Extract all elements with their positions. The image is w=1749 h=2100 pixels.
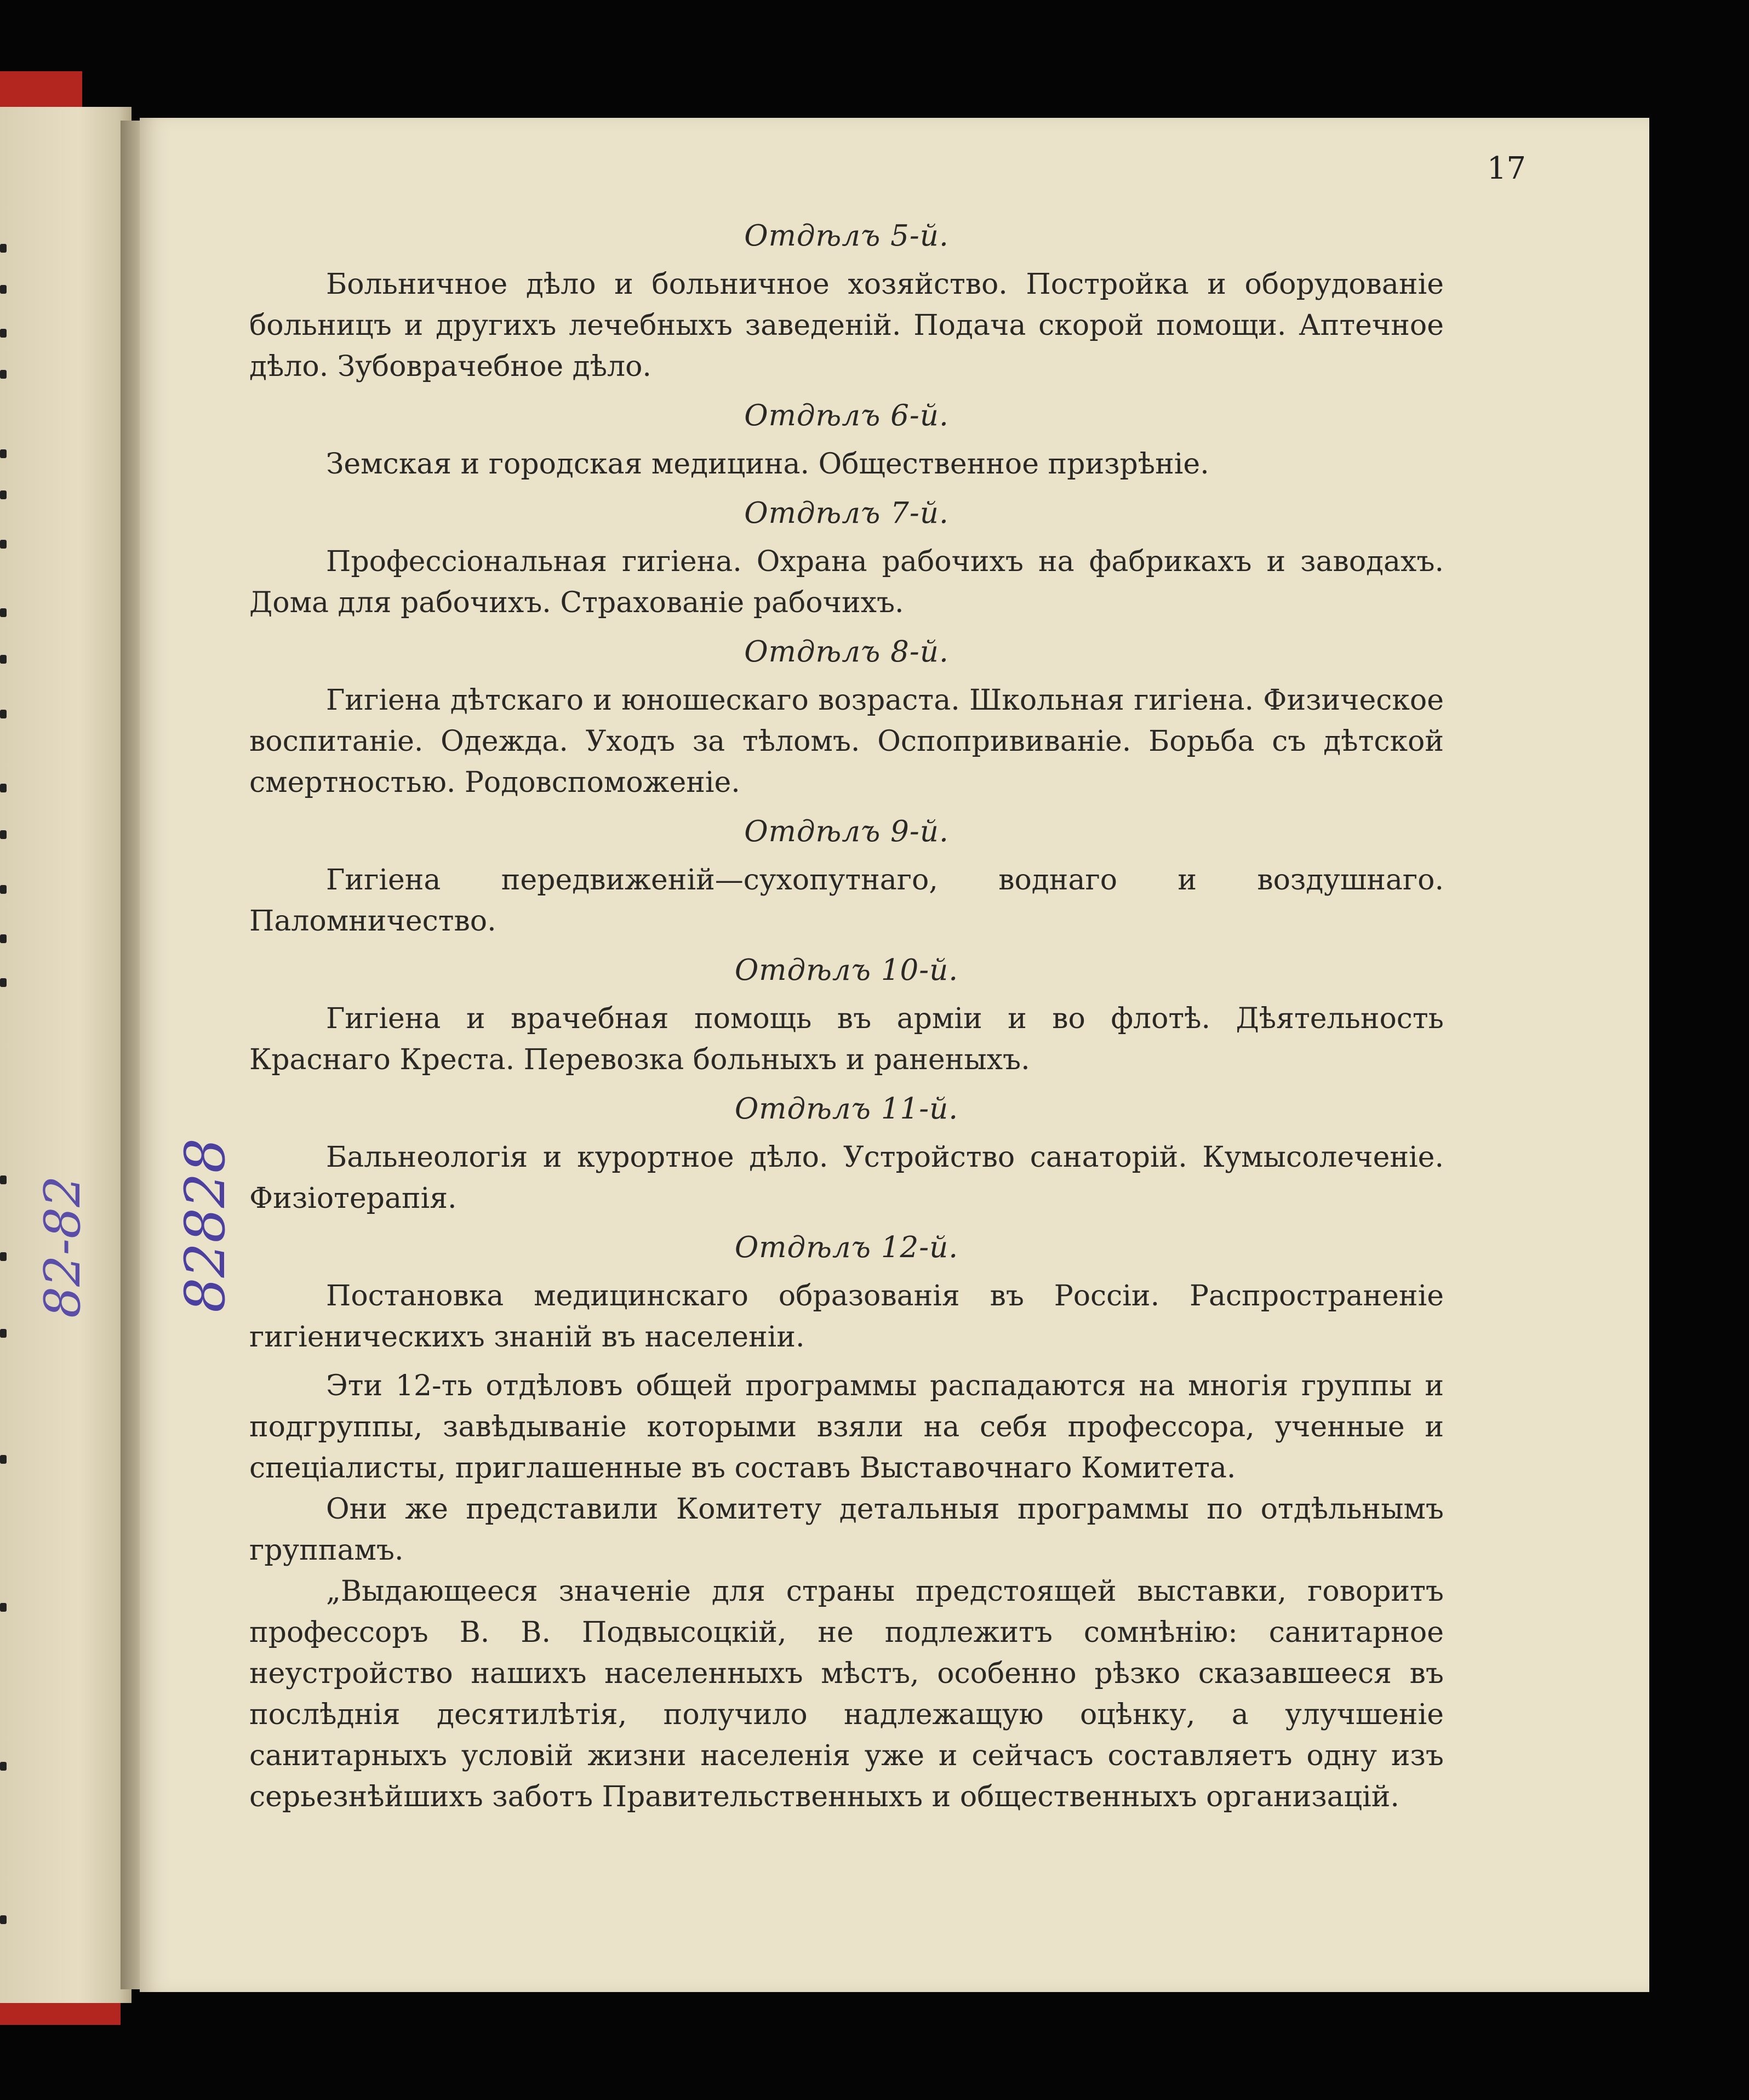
section-heading: Отдѣлъ 10-й.: [734, 954, 959, 987]
left-page-mark: [0, 934, 7, 943]
left-page-mark: [0, 1455, 7, 1464]
section-heading: Отдѣлъ 9-й.: [744, 815, 949, 848]
section-heading: Отдѣлъ 5-й.: [744, 219, 949, 253]
left-page-mark: [0, 1603, 7, 1612]
left-page-mark: [0, 490, 7, 499]
section-heading: Отдѣлъ 6-й.: [744, 399, 949, 432]
body-paragraph: Эти 12-ть отдѣловъ общей программы распадаются на многія группы и подгруппы, завѣдываніе которыми взяли на себя профессора, ученные и спеціалисты, приглашенные въ составъ Выставочнаго Комитета.: [249, 1369, 1444, 1485]
section-heading: Отдѣлъ 8-й.: [744, 635, 949, 669]
left-page-mark: [0, 710, 7, 718]
left-page-mark: [0, 830, 7, 839]
page-text-column: [249, 215, 1444, 1818]
main-page: [140, 118, 1649, 1992]
section-heading: Отдѣлъ 11-й.: [734, 1092, 959, 1126]
page-number: 17: [1487, 151, 1526, 186]
left-page-mark: [0, 370, 7, 379]
left-page-mark: [0, 885, 7, 894]
left-page-mark: [0, 784, 7, 792]
handwritten-margin-number: 82828: [173, 1138, 237, 1312]
left-page-mark: [0, 978, 7, 987]
section-heading: Отдѣлъ 12-й.: [734, 1231, 959, 1264]
left-page-mark: [0, 1252, 7, 1261]
left-page-handwritten-note: 82-82: [34, 1175, 92, 1318]
body-paragraph: Больничное дѣло и больничное хозяйство. Постройка и оборудованіе больницъ и другихъ лечебныхъ заведеній. Подача скорой помощи. Аптечное дѣло. Зубоврачебное дѣло.: [249, 268, 1444, 383]
left-page-mark: [0, 1762, 7, 1771]
red-binding-top: [0, 71, 82, 110]
body-paragraph: Гигіена дѣтскаго и юношескаго возраста. Школьная гигіена. Физическое воспитаніе. Одежда. Уходъ за тѣломъ. Оспопрививаніе. Борьба съ дѣтской смертностью. Родовспоможеніе.: [249, 684, 1444, 799]
body-paragraph: Бальнеологія и курортное дѣло. Устройство санаторій. Кумысолеченіе. Физіотерапія.: [249, 1141, 1444, 1215]
left-page-mark: [0, 540, 7, 549]
left-page-mark: [0, 329, 7, 338]
body-paragraph: Постановка медицинскаго образованія въ Россіи. Распространеніе гигіеническихъ знаній въ населеніи.: [249, 1280, 1444, 1354]
body-paragraph: Они же представили Комитету детальныя программы по отдѣльнымъ группамъ.: [249, 1493, 1444, 1567]
body-paragraph: Профессіональная гигіена. Охрана рабочихъ на фабрикахъ и заводахъ. Дома для рабочихъ. Страхованіе рабочихъ.: [249, 545, 1444, 619]
body-paragraph: Земская и городская медицина. Общественное призрѣніе.: [326, 448, 1209, 481]
left-page-mark: [0, 1175, 7, 1184]
left-page-mark: [0, 655, 7, 664]
left-page-mark: [0, 1915, 7, 1924]
left-page-mark: [0, 608, 7, 617]
body-paragraph: „Выдающееся значеніе для страны предстоящей выставки, говоритъ профессоръ В. В. Подвысоцкій, не подлежитъ сомнѣнію: санитарное неустройство нашихъ населенныхъ мѣстъ, особенно рѣзко сказавшееся въ послѣднія десятилѣтія, получило надлежащую оцѣнку, а улучшеніе санитарныхъ условій жизни населенія уже и сейчасъ составляетъ одну изъ серьезнѣйшихъ заботъ Правительственныхъ и общественныхъ организацій.: [249, 1575, 1444, 1813]
left-page-edge: [0, 107, 132, 2003]
left-page-mark: [0, 449, 7, 458]
body-paragraph: Гигіена и врачебная помощь въ арміи и во флотѣ. Дѣятельность Краснаго Креста. Перевозка больныхъ и раненыхъ.: [249, 1002, 1444, 1076]
left-page-mark: [0, 244, 7, 253]
section-heading: Отдѣлъ 7-й.: [744, 497, 949, 530]
body-paragraph: Гигіена передвиженій—сухопутнаго, воднаго и воздушнаго. Паломничество.: [249, 864, 1444, 938]
left-page-mark: [0, 1329, 7, 1338]
left-page-mark: [0, 285, 7, 294]
